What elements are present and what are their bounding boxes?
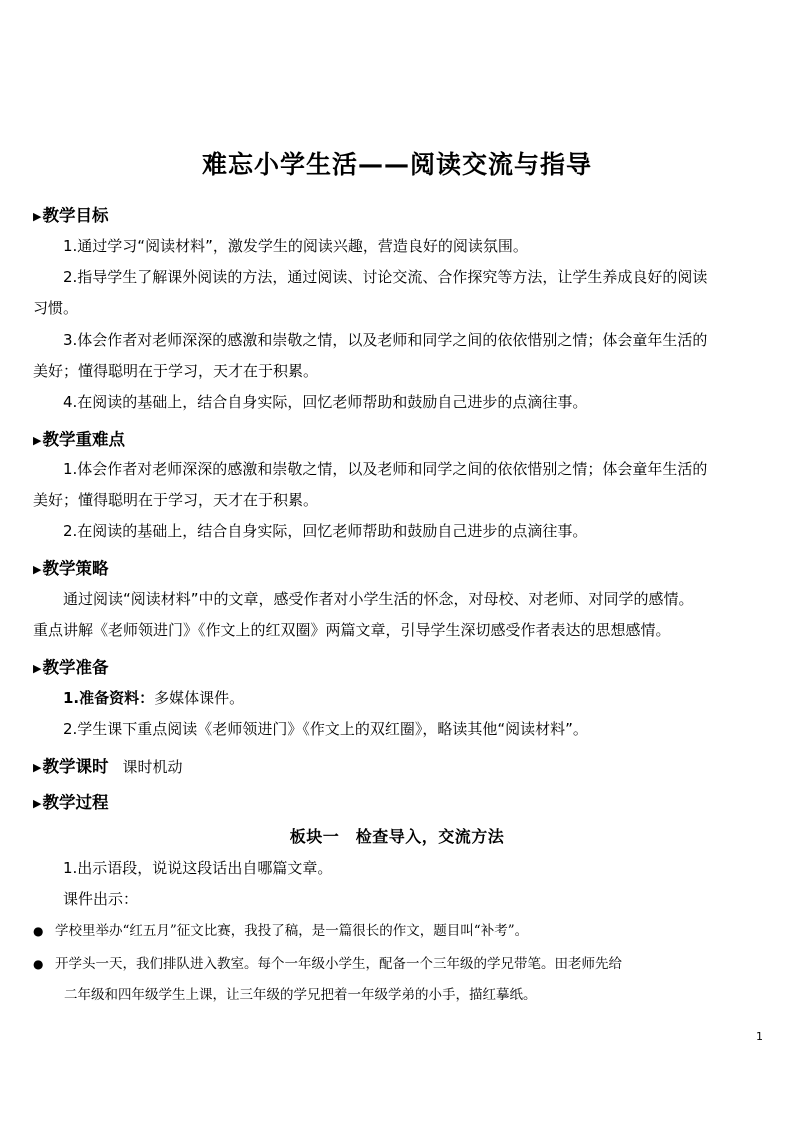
triangle-bullet-icon: ▶ (33, 662, 42, 675)
hours-value: 课时机动 (122, 758, 183, 776)
goals-line-3-cont: 美好；懂得聪明在于学习，天才在于积累。 (33, 362, 319, 380)
key-points-line-2: 2.在阅读的基础上，结合自身实际，回忆老师帮助和鼓励自己进步的点滴往事。 (63, 522, 588, 540)
strategy-line-1: 通过阅读“阅读材料”中的文章，感受作者对小学生活的怀念，对母校、对老师、对同学的感情。 (63, 590, 694, 608)
section-heading-goals: ▶教学目标 (33, 206, 109, 225)
section-heading-key-points: ▶教学重难点 (33, 430, 125, 449)
preparation-item-1 (33, 683, 793, 714)
courseware-label: 课件出示： (63, 890, 139, 908)
bullet-dot-icon: ● (33, 924, 44, 938)
strategy-line-2: 重点讲解《老师领进门》《作文上的红双圈》两篇文章，引导学生深切感受作者表达的思想感情。 (33, 621, 671, 639)
process-step-1: 1.出示语段，说说这段话出自哪篇文章。 (63, 859, 333, 877)
preparation-item-2: 2.学生课下重点阅读《老师领进门》《作文上的双红圈》，略读其他“阅读材料”。 (63, 720, 588, 738)
bullet-dot-icon: ● (33, 957, 44, 971)
preparation-item-1-label: 1.准备资料： (63, 689, 155, 707)
section-heading-strategy: ▶教学策略 (33, 559, 109, 578)
preparation-item-1-text: 多媒体课件。 (154, 689, 245, 707)
page-number: 1 (756, 1030, 763, 1043)
triangle-bullet-icon: ▶ (33, 563, 42, 576)
goals-line-2: 2.指导学生了解课外阅读的方法，通过阅读、讨论交流、合作探究等方法，让学生养成良好的阅读 (63, 268, 708, 286)
section-heading-hours: ▶教学课时 课时机动 (33, 757, 183, 776)
triangle-bullet-icon: ▶ (33, 797, 42, 810)
triangle-bullet-icon: ▶ (33, 210, 42, 223)
key-points-line-1-cont: 美好；懂得聪明在于学习，天才在于积累。 (33, 491, 319, 509)
goals-line-2-cont: 习惯。 (33, 299, 79, 317)
block-title: 板块一 检查导入，交流方法 (289, 827, 505, 846)
triangle-bullet-icon: ▶ (33, 434, 42, 447)
quote-bullet-2: ● 开学头一天，我们排队进入教室。每个一年级小学生，配备一个三年级的学兄带笔。田老师先给 (33, 949, 773, 980)
goals-line-1: 1.通过学习“阅读材料”，激发学生的阅读兴趣，营造良好的阅读氛围。 (63, 237, 528, 255)
quote-bullet-1: ● 学校里举办“红五月”征文比赛，我投了稿，是一篇很长的作文，题目叫“补考”。 (33, 916, 773, 947)
key-points-line-1: 1.体会作者对老师深深的感激和崇敬之情，以及老师和同学之间的依依惜别之情；体会童年生活的 (63, 460, 708, 478)
goals-line-4: 4.在阅读的基础上，结合自身实际，回忆老师帮助和鼓励自己进步的点滴往事。 (63, 393, 588, 411)
goals-line-3: 3.体会作者对老师深深的感激和崇敬之情，以及老师和同学之间的依依惜别之情；体会童年生活的 (63, 331, 708, 349)
section-heading-process: ▶教学过程 (33, 793, 109, 812)
triangle-bullet-icon: ▶ (33, 761, 42, 774)
section-heading-preparation: ▶教学准备 (33, 658, 109, 677)
quote-bullet-2-cont: 二年级和四年级学生上课，让三年级的学兄把着一年级学弟的小手，描红摹纸。 (64, 987, 537, 1003)
document-title: 难忘小学生活——阅读交流与指导 (201, 150, 592, 179)
